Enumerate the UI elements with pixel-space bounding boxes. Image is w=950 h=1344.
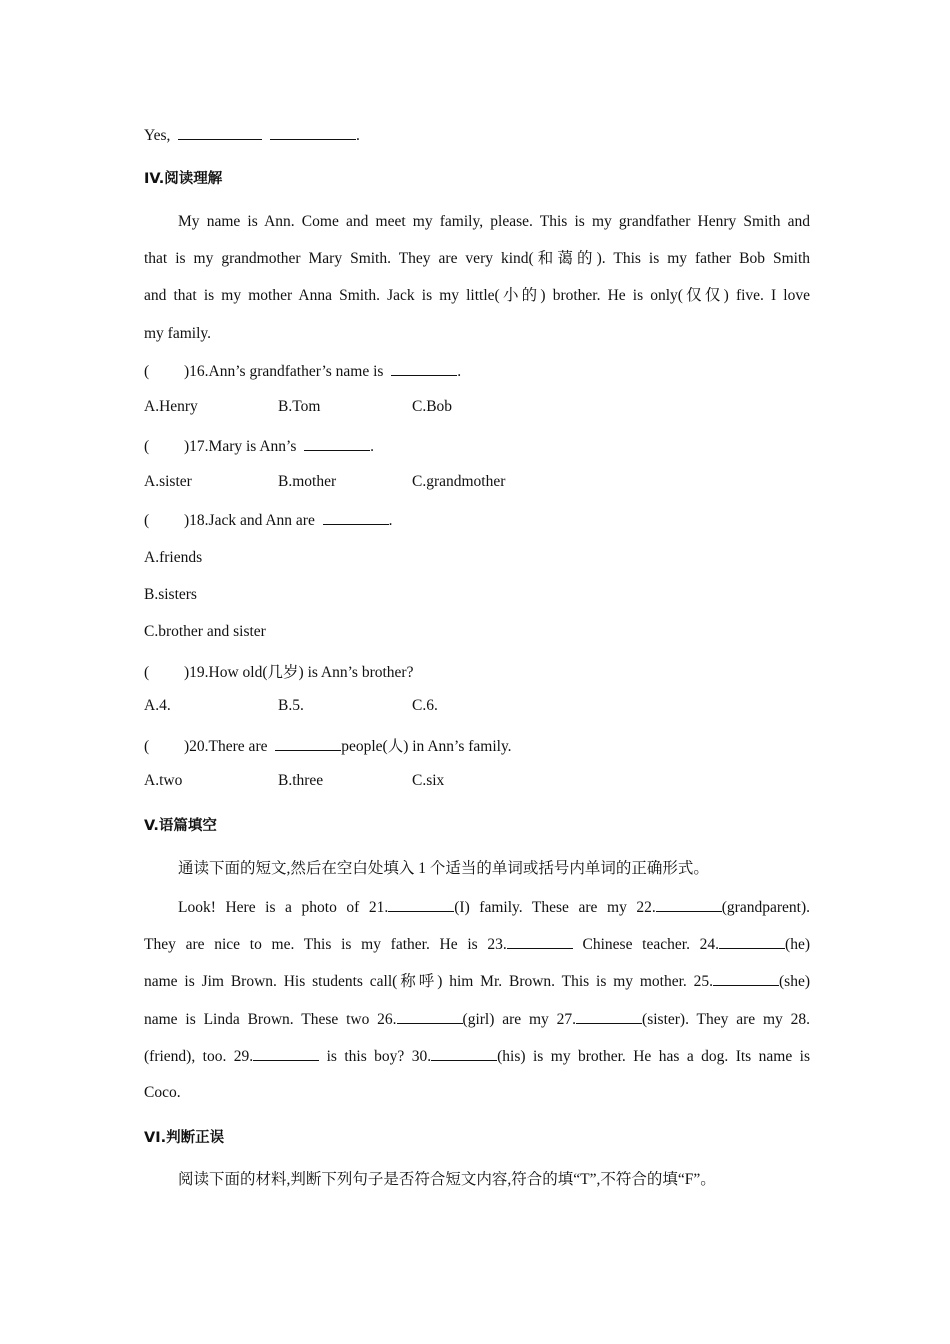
option-b: B.sisters (144, 586, 197, 603)
option-c: C.Bob (412, 398, 453, 415)
cloze-line-6: Coco. (144, 1084, 181, 1101)
option-a: A.two (144, 772, 183, 789)
passage-line-4: my family. (144, 325, 212, 342)
option-a: A.sister (144, 473, 192, 490)
cloze-line-4: name is Linda Brown. These two 26. (girl) are my 27. (sister). They are my 28. (144, 1011, 810, 1028)
option-a: A.4. (144, 697, 171, 714)
option-a: A.friends (144, 549, 203, 566)
option-c: C.6. (412, 697, 438, 714)
option-c: C.grandmother (412, 473, 506, 490)
section-6-heading: VI.判断正误 (144, 1130, 225, 1146)
passage-line-3: and that is my mother Anna Smith. Jack is my little(小的) brother. He is only(仅仅) five. I love (144, 287, 810, 304)
answer-blank (275, 736, 341, 751)
options-16 (144, 398, 810, 418)
answer-line: Yes, . (144, 127, 360, 144)
option-b: B.three (278, 772, 324, 789)
section-5-instruction: 通读下面的短文,然后在空白处填入 1 个适当的单词或括号内单词的正确形式。 (178, 860, 709, 877)
option-b: B.mother (278, 473, 337, 490)
answer-prefix: Yes, (144, 127, 171, 144)
section-5-heading: V.语篇填空 (144, 818, 217, 834)
option-c: C.six (412, 772, 445, 789)
question-19: ( )19.How old(几岁) is Ann’s brother? (144, 664, 414, 681)
option-b: B.5. (278, 697, 304, 714)
answer-blank-1 (178, 125, 262, 140)
cloze-line-5: (friend), too. 29. is this boy? 30. (his) is my brother. He has a dog. Its name is (144, 1048, 810, 1065)
section-6-instruction: 阅读下面的材料,判断下列句子是否符合短文内容,符合的填“T”,不符合的填“F”。 (178, 1171, 716, 1188)
answer-blank-2 (270, 125, 356, 140)
section-4-heading: IV.阅读理解 (144, 171, 223, 187)
answer-blank (323, 510, 389, 525)
question-16: ( )16.Ann’s grandfather’s name is . (144, 363, 462, 380)
question-20: ( )20.There are people(人) in Ann’s family. (144, 738, 512, 755)
option-b: B.Tom (278, 398, 321, 415)
answer-blank (391, 361, 457, 376)
option-a: A.Henry (144, 398, 198, 415)
question-17: ( )17.Mary is Ann’s . (144, 438, 375, 455)
cloze-line-2: They are nice to me. This is my father. He is 23. Chinese teacher. 24. (he) (144, 936, 810, 953)
option-c: C.brother and sister (144, 623, 266, 640)
passage-line-1: My name is Ann. Come and meet my family, please. This is my grandfather Henry Smith and (178, 213, 810, 230)
cloze-line-1: Look! Here is a photo of 21. (I) family. These are my 22. (grandparent). (178, 899, 810, 916)
passage-line-2: that is my grandmother Mary Smith. They are very kind(和蔼的). This is my father Bob Smith (144, 250, 810, 267)
options-17 (144, 473, 810, 493)
answer-blank (304, 436, 370, 451)
options-20 (144, 772, 810, 792)
cloze-line-3: name is Jim Brown. His students call(称呼) him Mr. Brown. This is my mother. 25. (she) (144, 973, 810, 990)
question-18: ( )18.Jack and Ann are . (144, 512, 393, 529)
options-19 (144, 697, 810, 717)
